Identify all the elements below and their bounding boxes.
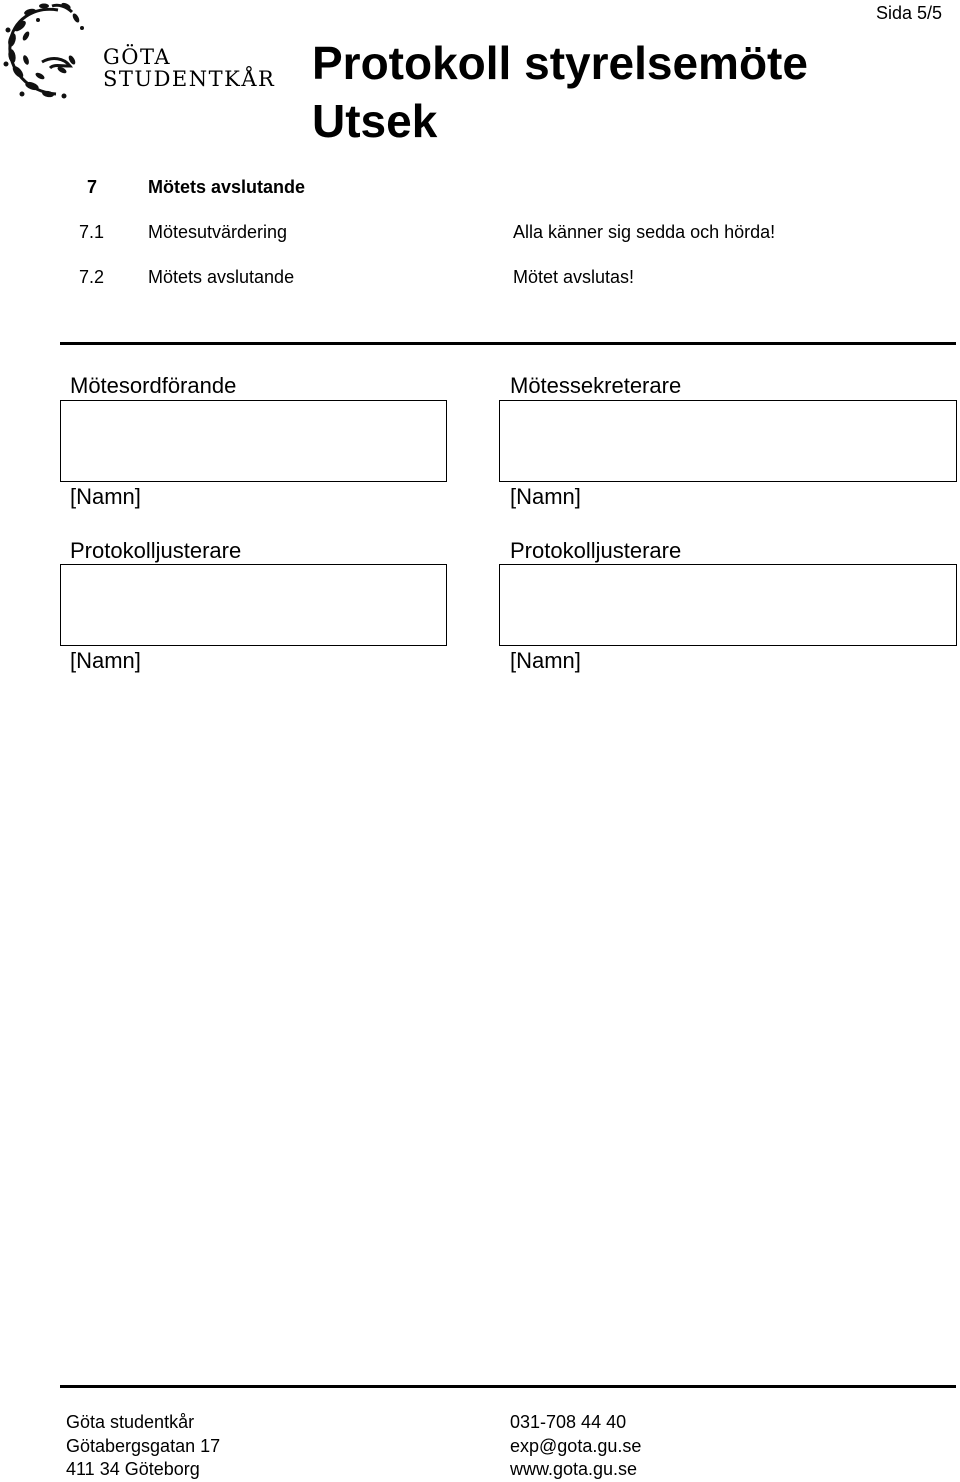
document-title-line1: Protokoll styrelsemöte [312,37,808,89]
page-number: Sida 5/5 [875,3,942,23]
footer-street: Götabergsgatan 17 [66,1435,221,1456]
footer-email[interactable]: exp@gota.gu.se [510,1435,642,1456]
document-title-line2: Utsek [312,95,438,147]
signature-name: [Namn] [510,648,581,673]
agenda-item-result: Mötet avslutas! [513,267,635,287]
footer-phone: 031-708 44 40 [510,1412,627,1432]
agenda-item-number: 7.2 [79,267,105,287]
signature-box[interactable] [60,400,447,482]
agenda-item-result: Alla känner sig sedda och hörda! [513,222,776,242]
section-number: 7 [87,177,98,197]
signature-role: Protokolljusterare [510,538,682,563]
agenda-item-label: Mötets avslutande [148,267,295,287]
footer-org-name: Göta studentkår [66,1412,195,1432]
signature-name: [Namn] [70,484,141,509]
agenda-item [0,222,960,246]
signature-box[interactable] [60,564,447,646]
signature-divider [60,342,956,345]
gota-studentkar-logo [0,0,276,104]
signature-box[interactable] [499,400,957,482]
agenda-item [0,267,960,291]
footer-website[interactable]: www.gota.gu.se [510,1459,638,1479]
signature-role: Protokolljusterare [70,538,242,563]
footer-address [66,1411,220,1482]
logo-wordmark-line2: STUDENTKÅR [103,67,276,91]
signature-role: Mötesordförande [70,373,237,398]
agenda-item-label: Mötesutvärdering [148,222,288,242]
logo-wordmark-line1: GÖTA [103,45,172,69]
document-title [312,34,808,150]
agenda-item-number: 7.1 [79,222,105,242]
wreath-emblem-icon [0,0,100,104]
signature-role: Mötessekreterare [510,373,682,398]
signature-box[interactable] [499,564,957,646]
footer-contact [510,1411,641,1482]
agenda-section-heading [0,177,960,201]
section-title: Mötets avslutande [148,177,306,197]
signature-name: [Namn] [510,484,581,509]
signature-name: [Namn] [70,648,141,673]
footer-city: 411 34 Göteborg [66,1459,200,1479]
footer-divider [60,1385,956,1388]
